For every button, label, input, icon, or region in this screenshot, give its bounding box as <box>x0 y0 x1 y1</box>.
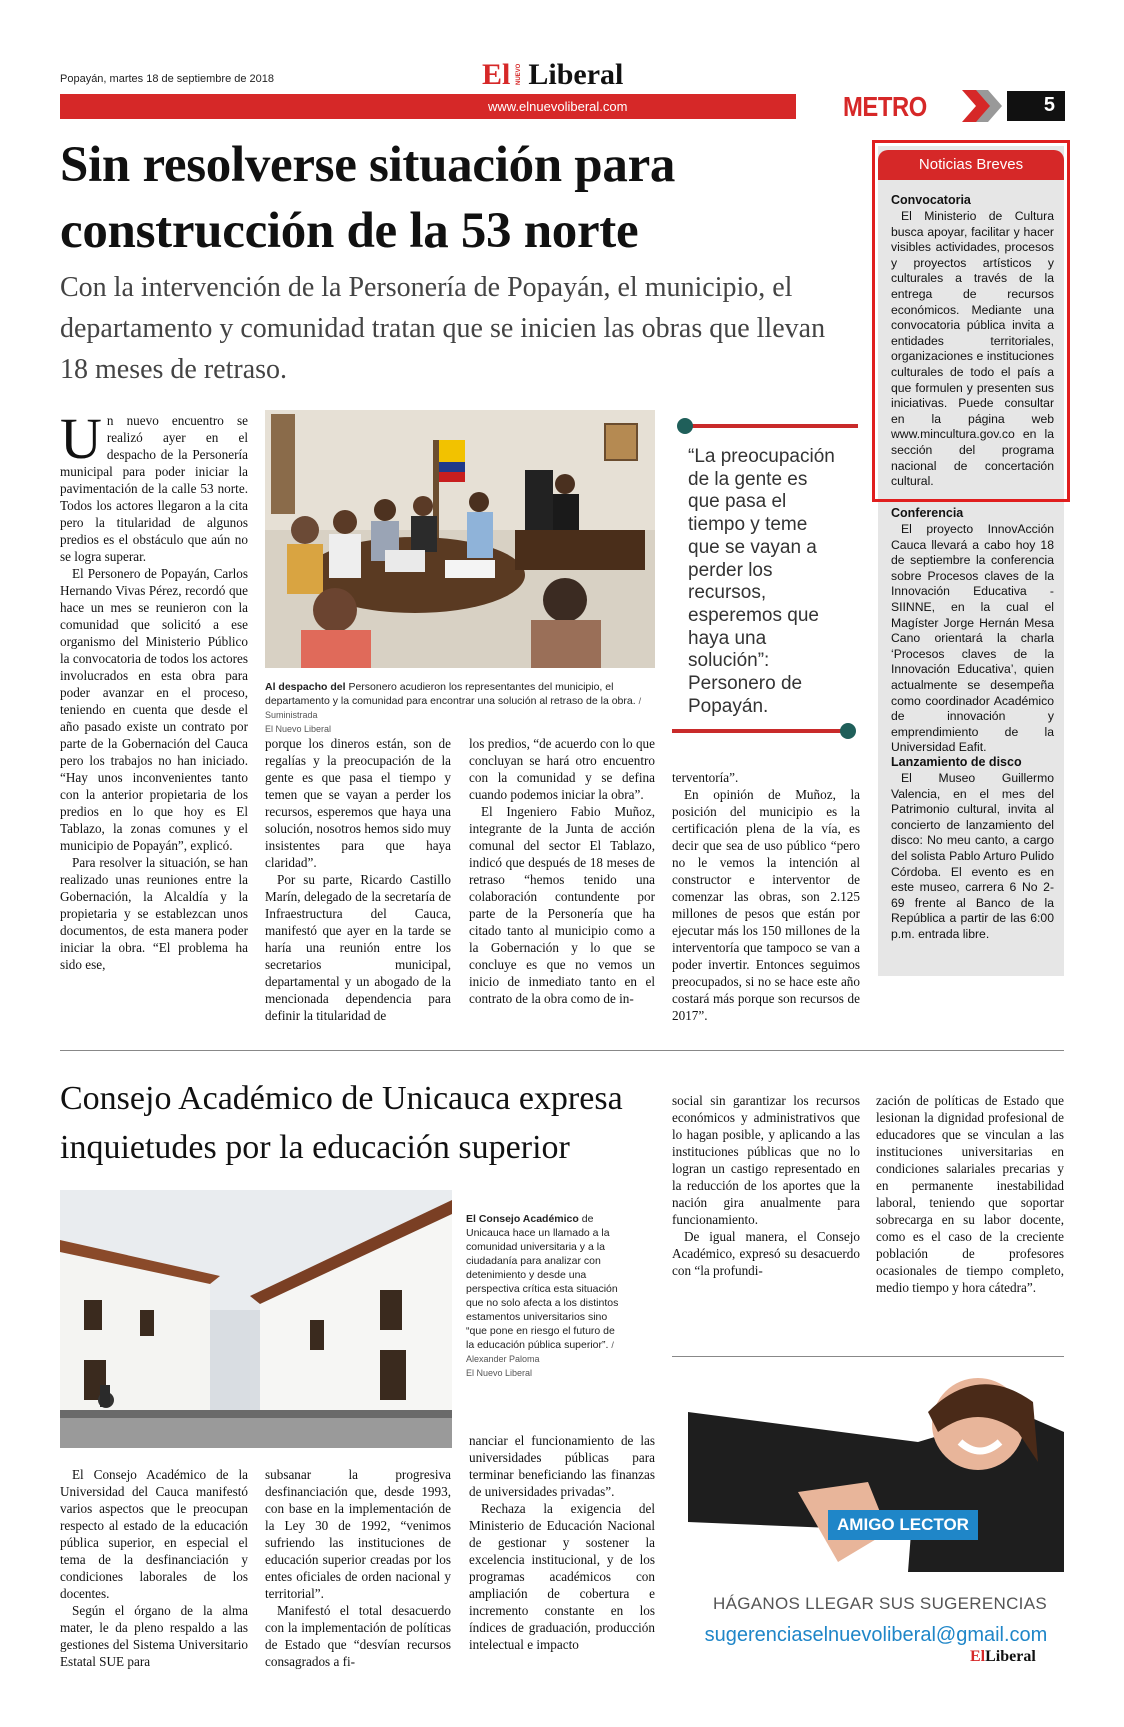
reader-ad <box>688 1372 1064 1672</box>
lead-paragraph: porque los dineros están, son de regalías y la preocupación de la gente es que pasa el tiempo y temen que se vayan a perder los recursos, esperemos que haya una solución, nosotros hemos sido muy insistentes para que haya claridad”. <box>265 736 451 870</box>
brief-text: El Museo Guillermo Valencia, en el mes del Patrimonio cultural, invita al concierto de lanzamiento del disco: No meu canto, a cargo del solista Pablo Arturo Pulido Córdoba. El evento es en este museo, carrera 6 No 2-69 frente al Banco de la República a partir de las 6:00 p.m. entrada libre. <box>891 771 1054 941</box>
second-column-4 <box>672 1092 860 1279</box>
second-paragraph: Rechaza la exigencia del Ministerio de Educación Nacional de gestionar y sostener la excelencia institucional, y de los programas académicos con ampliación de cobertura e incremento constante en los índices de graduación, producción intelectual e impacto <box>469 1501 655 1652</box>
photo-credit-paper: El Nuevo Liberal <box>466 1368 533 1378</box>
second-paragraph: zación de políticas de Estado que lesionan la dignidad profesional de educadores que se vinculan a las instituciones universitarias en condiciones salariales precarias y en permanente inestabilidad laboral, teniendo que soportar sobrecarga en su labor docente, como es el caso de la creciente población de profesores ocasionales de tiempo completo, medio tiempo y hora cátedra”. <box>876 1093 1064 1295</box>
lead-headline <box>60 132 840 264</box>
second-paragraph: Según el órgano de la alma mater, le da pleno respaldo a las gestiones del Sistema Universitario Estatal SUE para <box>60 1603 248 1669</box>
brief-text: El proyecto InnovAcción Cauca llevará a cabo hoy 18 de septiembre la conferencia sobre Procesos claves de la Innovación Educativa - SIINNE, en la cual el Magíster Jorge Hernán Mesa Cano orientará la charla ‘Procesos claves de la Innovación Educativa’, quien actualmente se desempeña como coordinador Académico de innovación y emprendimiento de la Universidad Eafit. <box>891 522 1054 755</box>
lead-paragraph: Por su parte, Ricardo Castillo Marín, delegado de la secretaría de Infraestructura del Cauca, manifestó que ayer en la tarde se haría una reunión entre los secretarios municipal, departamental y un abogado de la mencionada dependencia para definir la titularidad de <box>265 872 451 1023</box>
second-paragraph: nanciar el funcionamiento de las universidades públicas para terminar beneficiando las finanzas de universidades privadas”. <box>469 1433 655 1499</box>
smiling-woman-illustration <box>688 1372 1064 1572</box>
second-column-1 <box>60 1466 248 1670</box>
ad-email-link[interactable]: sugerenciaselnuevoliberal@gmail.com <box>704 1624 1048 1646</box>
lead-column-1 <box>60 406 248 973</box>
lead-photo-caption: Al despacho del Personero acudieron los representantes del municipio, el departamento y la comunidad para encontrar una solución al retraso de la obra. / Suministrada El Nuevo Liberal <box>265 681 642 734</box>
second-paragraph: social sin garantizar los recursos económicos y administrativos que lo hagan posible, y aplicando a las instituciones públicas que no lo logran un castigo representado en la reducción de los aportes que la nación gira anualmente para funcionamiento. <box>672 1093 860 1227</box>
second-photo <box>60 1190 452 1448</box>
briefs-title: Noticias Breves <box>878 150 1064 180</box>
ad-logo-liberal: Liberal <box>985 1648 1036 1665</box>
brief-text: El Ministerio de Cultura busca apoyar, facilitar y hacer visibles actividades, procesos y proyectos artísticos y culturales a través de la entrega de recursos económicos. Mediante una convocatoria pública invita a entidades territoriales, organizaciones e instituciones culturales de todo el país a que formulen y presenten sus iniciativas. Puede consultar en la página web www.mincultura.gov.co en la sección del programa nacional de concertación cultural. <box>891 209 1054 489</box>
lead-headline-line2: construcción de la 53 norte <box>60 203 639 259</box>
brief-item <box>891 506 1054 756</box>
lead-subtitle: Con la intervención de la Personería de Popayán, el municipio, el departamento y comunidad tratan que se inicien las obras que llevan 18 meses de retraso. <box>60 272 826 385</box>
meeting-photo-illustration <box>265 410 655 668</box>
second-column-5 <box>876 1092 1064 1296</box>
second-paragraph: De igual manera, el Consejo Académico, expresó su desacuerdo con “la profundi- <box>672 1229 860 1278</box>
second-paragraph: El Consejo Académico de la Universidad del Cauca manifestó varios aspectos que le preocupan respecto al estado de la educación pública superior, en especial el tema de la desfinanciación y condiciones laborales de los docentes. <box>60 1467 248 1601</box>
second-headline <box>60 1074 710 1172</box>
lead-headline-line1: Sin resolverse situación para <box>60 137 676 193</box>
section-chevron-icon <box>962 90 1012 122</box>
second-photo-caption: El Consejo Académico de Unicauca hace un llamado a la comunidad universitaria y a la ciudadanía para analizar con detenimiento y desde una perspectiva crítica esta situación que no solo afecta a los distintos estamentos universitarios sino “que pone en riesgo el futuro de la educación pública superior”. / Alexander Paloma El Nuevo Liberal <box>466 1213 619 1378</box>
pull-quote-top-rule <box>690 424 858 428</box>
second-column-3 <box>469 1432 655 1653</box>
ad-logo <box>970 1648 1036 1666</box>
lead-paragraph: En opinión de Muñoz, la posición del municipio es la certificación plena de la vía, es decir que sea de uso público “pero no le vemos la intención al constructor e interventor de comenzar las obras, son 2.125 millones de pesos que están por ejecutar más los 150 millones de la interventoría que tampoco se van a poder invertir. Entonces seguimos preocupados, si no se hace este año costará más porque son recursos de 2017”. <box>672 787 860 1023</box>
header-red-bar <box>60 94 796 119</box>
second-paragraph: subsanar la progresiva desfinanciación que, desde 1993, con base en la implementación de la Ley 30 de 1992, “venimos sufriendo las instituciones de educación superior creadas por los entes oficiales de orden nacional y territorial”. <box>265 1467 451 1601</box>
brief-item <box>891 755 1054 943</box>
logo-nuevo: NUEVO <box>516 63 523 86</box>
lead-paragraph: Para resolver la situación, se han realizado unas reuniones entre la Gobernación, la Alcaldía y la propietaria y se establezcan unos documentos, de esta manera poder iniciar la obra. “El problema ha sido ese, <box>60 855 248 972</box>
street-photo-illustration <box>60 1190 452 1448</box>
lead-paragraph: Un nuevo encuentro se realizó ayer en el despacho de la Personería municipal para poder iniciar la pavimentación de la calle 53 norte. Todos los actores llegaron a la cita pero la titularidad de algunos predios es el obstáculo que aún no se logra superar. <box>60 406 248 564</box>
drop-cap: U <box>60 406 102 471</box>
ad-badge: AMIGO LECTOR <box>828 1510 978 1540</box>
section-label: METRO <box>843 91 927 122</box>
logo-el: El <box>482 58 511 91</box>
lead-paragraph: los predios, “de acuerdo con lo que concluyan se hará otro encuentro con la comunidad y se defina cuando podemos iniciar la obra”. <box>469 736 655 802</box>
photo-credit-paper: El Nuevo Liberal <box>265 724 332 734</box>
section-divider <box>60 1050 1064 1051</box>
page-number: 5 <box>1043 94 1055 116</box>
ad-headline: HÁGANOS LLEGAR SUS SUGERENCIAS <box>713 1594 1047 1613</box>
second-paragraph: Manifestó el total desacuerdo con la implementación de políticas de Estado que “desvían recursos consagrados a fi- <box>265 1603 451 1669</box>
brief-heading: Convocatoria <box>891 193 971 207</box>
lead-column-3 <box>469 735 655 1007</box>
pull-quote: “La preocupación de la gente es que pasa el tiempo y teme que se vayan a perder los recursos, esperemos que haya una solución”: Personero de Popayán. <box>688 446 835 717</box>
logo-liberal: Liberal <box>528 58 624 91</box>
pull-quote-dot-top-icon <box>677 418 693 434</box>
second-headline-line1: Consejo Académico de Unicauca expresa <box>60 1080 623 1117</box>
lead-paragraph: El Ingeniero Fabio Muñoz, integrante de la Junta de acción comunal del sector El Tablazo, indicó que después de 18 meses de retraso “hemos tenido una colaboración contundente por parte de la Personería que ha citado tanto al municipio como a la Gobernación y lo que se concluye es que no vemos un inicio de inmediato tanto en el contrato de la obra como de in- <box>469 804 655 1006</box>
ad-top-rule <box>672 1356 1064 1357</box>
lead-photo <box>265 410 655 668</box>
pull-quote-bottom-rule <box>672 729 842 733</box>
second-column-2 <box>265 1466 451 1670</box>
brief-item <box>891 193 1054 490</box>
website-url[interactable]: www.elnuevoliberal.com <box>488 99 628 114</box>
issue-date: Popayán, martes 18 de septiembre de 2018 <box>60 73 275 85</box>
masthead-logo <box>482 58 623 92</box>
page-number-box <box>1007 91 1065 121</box>
lead-column-4 <box>672 769 860 1024</box>
second-headline-line2: inquietudes por la educación superior <box>60 1129 570 1166</box>
lead-paragraph: El Personero de Popayán, Carlos Hernando Vivas Pérez, recordó que hace un mes se reunieron con la comunidad que solicitó a ese organismo del Ministerio Público la convocatoria de todos los actores involucrados en esta obra para poder avanzar en el proceso, teniendo en cuenta que desde el año pasado existe un contrato por parte de la Gobernación del Cauca pero los trabajos no han iniciado. “Hay unos inconvenientes tanto con la anterior propietaria de los predios en lo que hoy es El Tablazo, la zonas comunes y el municipio de Popayán”, explicó. <box>60 566 248 853</box>
brief-heading: Conferencia <box>891 506 964 520</box>
pull-quote-dot-bottom-icon <box>840 723 856 739</box>
ad-logo-el: El <box>970 1648 986 1665</box>
lead-column-2 <box>265 735 451 1024</box>
lead-paragraph: terventoría”. <box>672 770 739 785</box>
brief-heading: Lanzamiento de disco <box>891 755 1022 769</box>
